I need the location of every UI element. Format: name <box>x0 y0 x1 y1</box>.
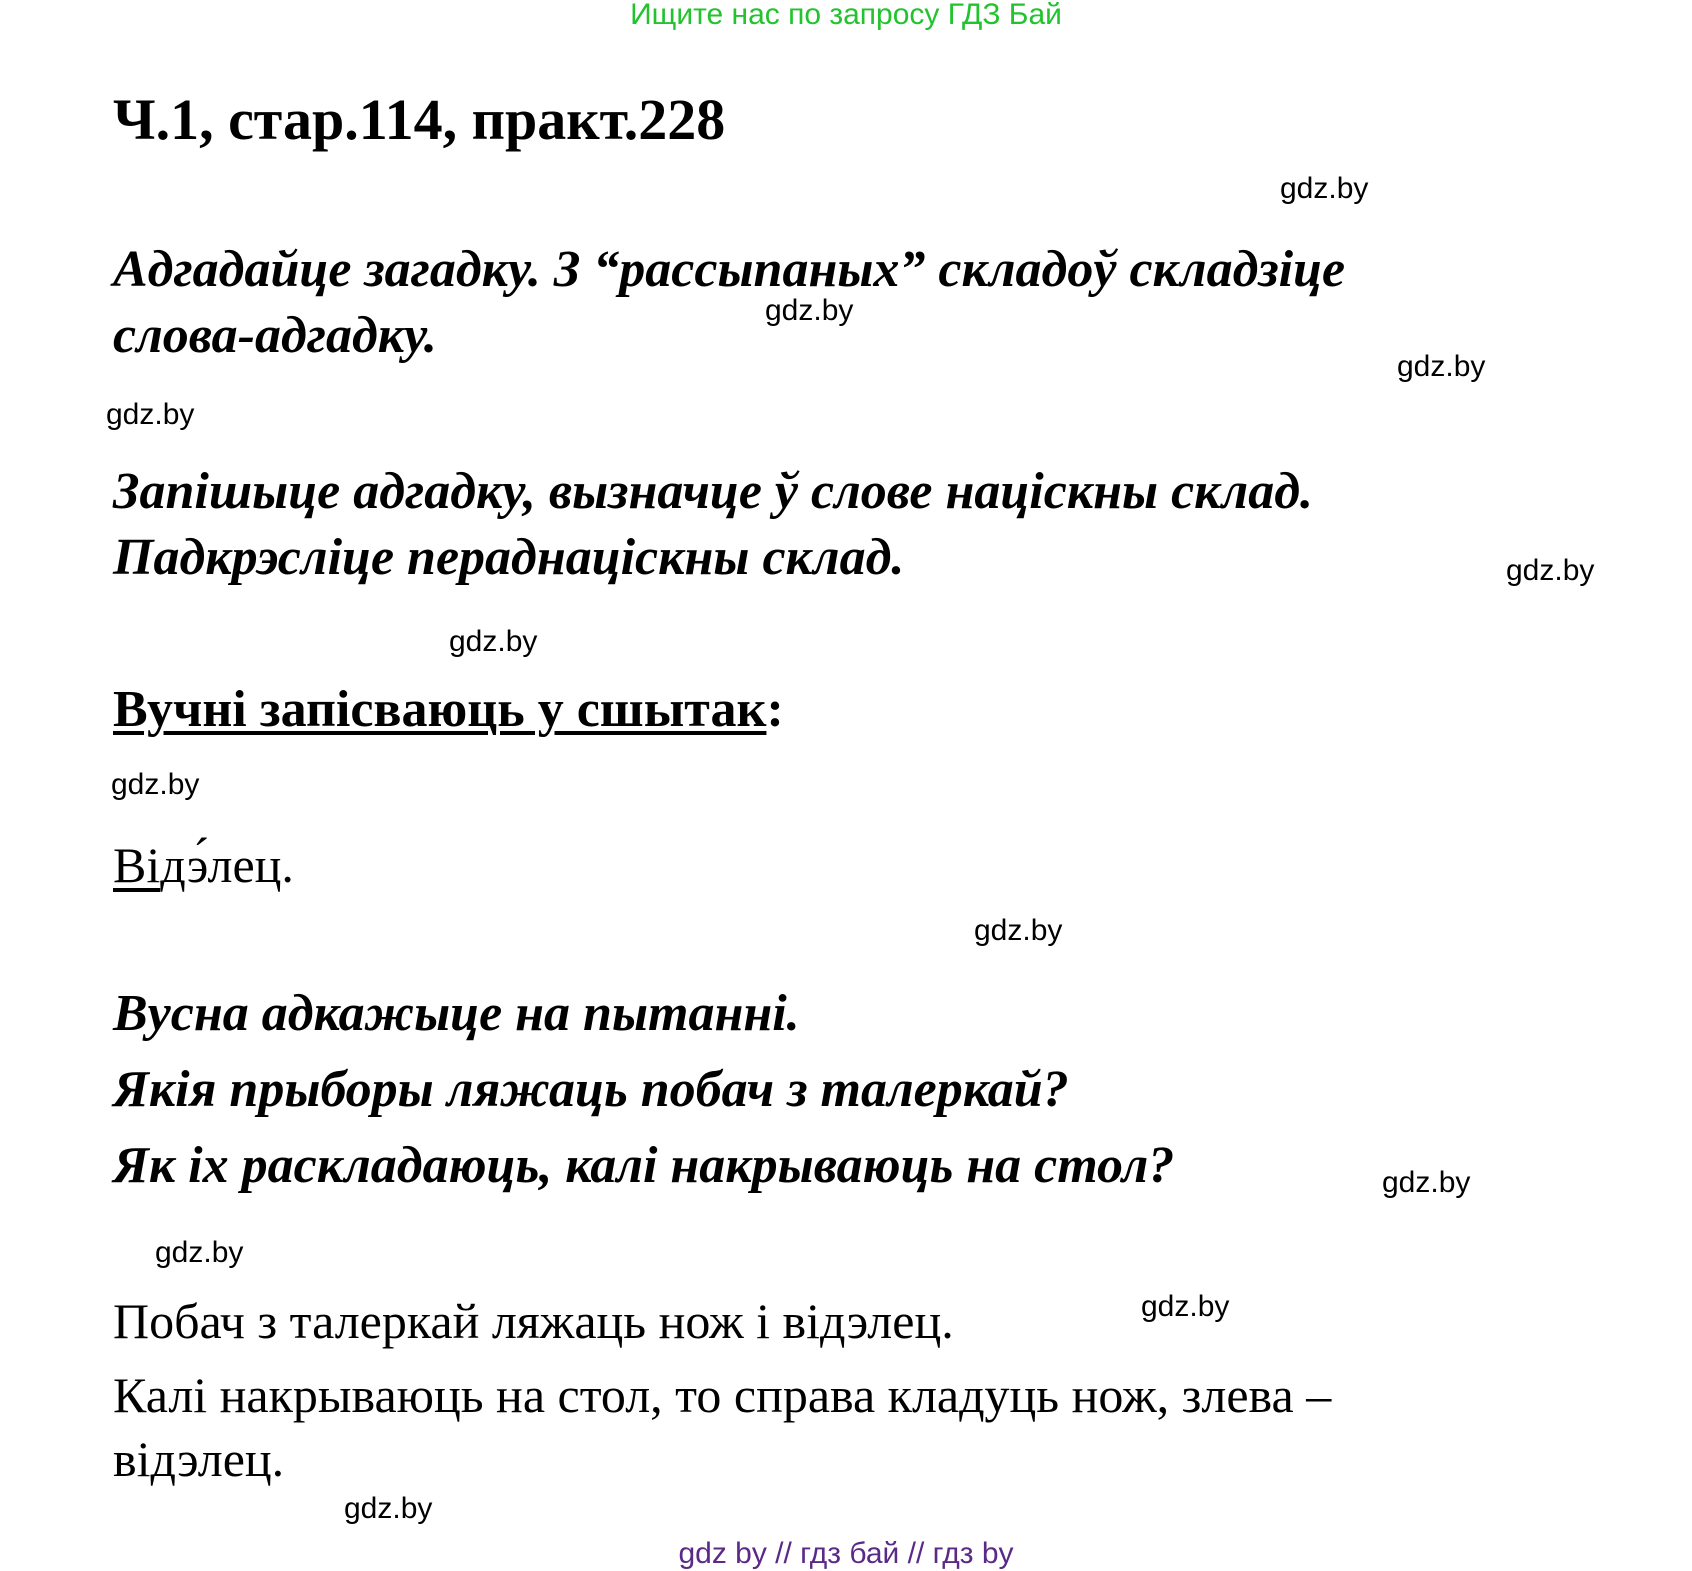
pretonic-syllable: Ві <box>113 837 161 893</box>
task3-line3: Як іх раскладаюць, калі накрываюць на стол? <box>113 1137 1175 1194</box>
footer-links: gdz by // гдз бай // гдз by <box>678 1537 1014 1570</box>
watermark: gdz.by <box>1506 554 1595 587</box>
watermark: gdz.by <box>344 1492 433 1525</box>
watermark: gdz.by <box>1397 350 1486 383</box>
watermark: gdz.by <box>155 1236 244 1269</box>
page-title: Ч.1, стар.114, практ.228 <box>113 87 726 152</box>
answer-word <box>113 836 294 894</box>
watermark: gdz.by <box>106 398 195 431</box>
heading-text: Вучні запісваюць у сшытак <box>113 681 767 738</box>
task1-line1: Адгадайце загадку. З “рассыпаных” складоў складзіце <box>113 241 1346 298</box>
watermark: gdz.by <box>1280 172 1369 205</box>
task1-line2: слова-адгадку. <box>113 307 437 364</box>
watermark: gdz.by <box>765 294 854 327</box>
answer-word-rest: дэ́лец. <box>160 837 294 893</box>
top-banner: Ищите нас по запросу ГДЗ Бай <box>630 0 1062 31</box>
answer-line1: Побач з талеркай ляжаць нож і відэлец. <box>113 1293 954 1349</box>
task3-line2: Якія прыборы ляжаць побач з талеркай? <box>113 1061 1069 1118</box>
answer-line3: відэлец. <box>113 1431 285 1487</box>
watermark: gdz.by <box>449 625 538 658</box>
task2-line2: Падкрэсліце пераднаціскны склад. <box>113 529 905 586</box>
section-heading <box>113 680 784 739</box>
heading-colon: : <box>766 681 784 738</box>
answer-line2: Калі накрываюць на стол, то справа кладуць нож, злева – <box>113 1367 1332 1423</box>
watermark: gdz.by <box>1141 1290 1230 1323</box>
watermark: gdz.by <box>1382 1166 1471 1199</box>
task2-line1: Запішыце адгадку, вызначце ў слове націскны склад. <box>113 463 1314 520</box>
watermark: gdz.by <box>111 768 200 801</box>
watermark: gdz.by <box>974 914 1063 947</box>
task3-line1: Вусна адкажыце на пытанні. <box>113 985 800 1042</box>
